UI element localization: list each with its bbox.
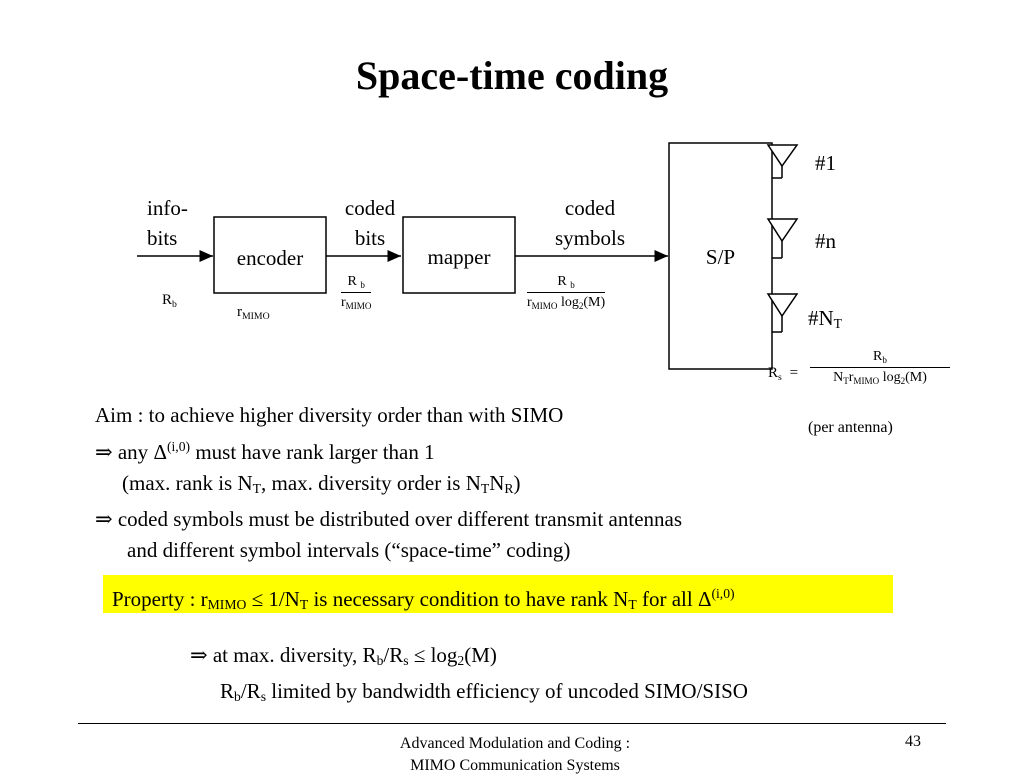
property-a: Property : r: [112, 587, 208, 611]
antenna-1-label: #1: [815, 151, 836, 175]
encoder-rate-sub: MIMO: [242, 311, 270, 322]
coded-bits-rate-fraction: [341, 274, 371, 311]
property-d: for all: [636, 587, 698, 611]
coded-bits-rate-num: [341, 274, 371, 293]
coded-symbols-line2: symbols: [554, 226, 625, 250]
rank-line: [95, 431, 682, 468]
footer-divider: [78, 723, 946, 724]
antenna-NT-label: [808, 303, 842, 339]
implies-icon: ⇒: [190, 643, 208, 667]
coded-symbols-line1: coded: [564, 196, 616, 220]
rs-lhs-symbol: R: [768, 365, 779, 381]
property-delta: Δ: [697, 587, 712, 611]
max-rank-sub1: T: [252, 481, 261, 496]
rate-l1-sub1: b: [376, 653, 384, 668]
rate-l1-sub3: 2: [457, 653, 465, 668]
coded-bits-rate-den: [341, 293, 371, 311]
rs-num: [810, 349, 950, 368]
rs-lhs-sub: s: [778, 372, 782, 383]
footer-course-title: [300, 733, 730, 777]
property-sub3: T: [628, 597, 637, 612]
rate-l2-a: R: [220, 679, 235, 703]
delta-sup: (i,0): [166, 439, 191, 454]
implies-icon: ⇒: [95, 507, 113, 531]
per-antenna-note: (per antenna): [808, 419, 893, 436]
property-highlight-box: [103, 575, 893, 613]
input-label-line2: bits: [147, 226, 178, 250]
rs-den-r: r: [848, 370, 854, 385]
symbols-den-log: log: [560, 295, 579, 310]
footer-line1: Advanced Modulation and Coding :: [399, 735, 631, 752]
footer-line2: MIMO Communication Systems: [410, 757, 620, 774]
coded-bits-label: [330, 193, 410, 253]
property-b: ≤ 1/N: [246, 587, 300, 611]
input-rate-sub: b: [172, 299, 177, 310]
max-rank-sub3: R: [504, 481, 514, 496]
symbols-rate-fraction: [527, 274, 605, 311]
page-number: 43: [905, 733, 921, 750]
rs-num-sub: b: [882, 355, 887, 365]
input-label-line1: info-: [147, 196, 188, 220]
rs-fraction: [810, 349, 950, 386]
max-rank-sub2: T: [480, 481, 490, 496]
rs-den-arg: (M): [905, 370, 927, 385]
rate-l2-c: limited by bandwidth efficiency of uncoded SIMO/SISO: [266, 679, 748, 703]
aim-line: Aim : to achieve higher diversity order than with SIMO: [95, 403, 564, 427]
coded-bits-den-sub: MIMO: [345, 301, 372, 311]
coded-bits-line1: coded: [344, 196, 396, 220]
property-sub2: T: [299, 597, 309, 612]
rs-lhs: [768, 358, 798, 393]
encoder-rate: [237, 297, 270, 332]
symbols-num-symbol: R: [557, 274, 567, 289]
property-sup: (i,0): [711, 586, 735, 601]
rank-line-a: any: [112, 440, 154, 464]
rate-line-2: [190, 676, 748, 712]
rs-num-symbol: R: [873, 349, 883, 364]
coded-bits-line2: bits: [354, 226, 386, 250]
delta-symbol: Δ: [153, 440, 167, 464]
space-time-line: and different symbol intervals (“space-time” coding): [127, 538, 571, 562]
rate-line-1: [190, 640, 748, 676]
rate-l2-sub1: b: [234, 689, 241, 704]
max-rank-d: ): [513, 471, 521, 495]
distribution-text: coded symbols must be distributed over different transmit antennas: [112, 507, 683, 531]
rate-statement: [190, 640, 748, 712]
symbols-den-r: r: [527, 295, 532, 310]
encoder-label: encoder: [236, 246, 304, 270]
rate-l1-sub2: s: [403, 653, 409, 668]
mapper-label: mapper: [427, 245, 491, 269]
coded-bits-num-sub: b: [360, 280, 365, 290]
symbols-den-r-sub: MIMO: [531, 301, 558, 311]
rs-equals: =: [789, 365, 799, 381]
coded-symbols-label: [540, 193, 640, 253]
encoder-rate-symbol: r: [237, 304, 242, 320]
input-rate: [162, 285, 177, 320]
symbols-den-arg: (M): [583, 295, 606, 310]
antenna-NT-sub: T: [833, 316, 843, 331]
max-rank-b: , max. diversity order is N: [260, 471, 481, 495]
sp-label: S/P: [705, 245, 736, 269]
rate-l1-d: (M): [464, 643, 497, 667]
rs-den: [810, 368, 950, 386]
symbols-den-log-sub: 2: [578, 301, 584, 311]
symbols-rate-num: [527, 274, 605, 293]
rank-line-b: must have rank larger than 1: [190, 440, 435, 464]
max-rank-c: N: [489, 471, 505, 495]
property-c: is necessary condition to have rank N: [308, 587, 629, 611]
rate-l1-b: /R: [383, 643, 404, 667]
coded-bits-den-symbol: r: [341, 295, 346, 310]
antenna-n-label: #n: [815, 229, 836, 253]
rs-den-r-sub: MIMO: [853, 376, 880, 386]
property-sub1: MIMO: [207, 597, 247, 612]
max-rank-line: [95, 468, 682, 504]
body-text: [95, 400, 682, 566]
antenna-NT-text: #N: [808, 306, 834, 330]
rs-den-log: log: [882, 370, 901, 385]
rate-l1-c: ≤ log: [408, 643, 458, 667]
rate-l1-a: at max. diversity, R: [207, 643, 377, 667]
input-rate-symbol: R: [162, 292, 173, 308]
rs-den-N: N: [833, 370, 844, 385]
implies-icon: ⇒: [95, 440, 113, 464]
input-label: [147, 193, 188, 253]
rs-den-N-sub: T: [843, 376, 849, 386]
max-rank-a: (max. rank is N: [122, 471, 253, 495]
distribution-line: [95, 504, 682, 535]
symbols-num-sub: b: [570, 280, 575, 290]
rate-l2-b: /R: [240, 679, 261, 703]
slide-title: Space-time coding: [355, 53, 669, 98]
rs-den-log-sub: 2: [900, 376, 906, 386]
coded-bits-num-symbol: R: [347, 274, 357, 289]
symbols-rate-den: [527, 293, 605, 311]
rate-l2-sub2: s: [260, 689, 266, 704]
